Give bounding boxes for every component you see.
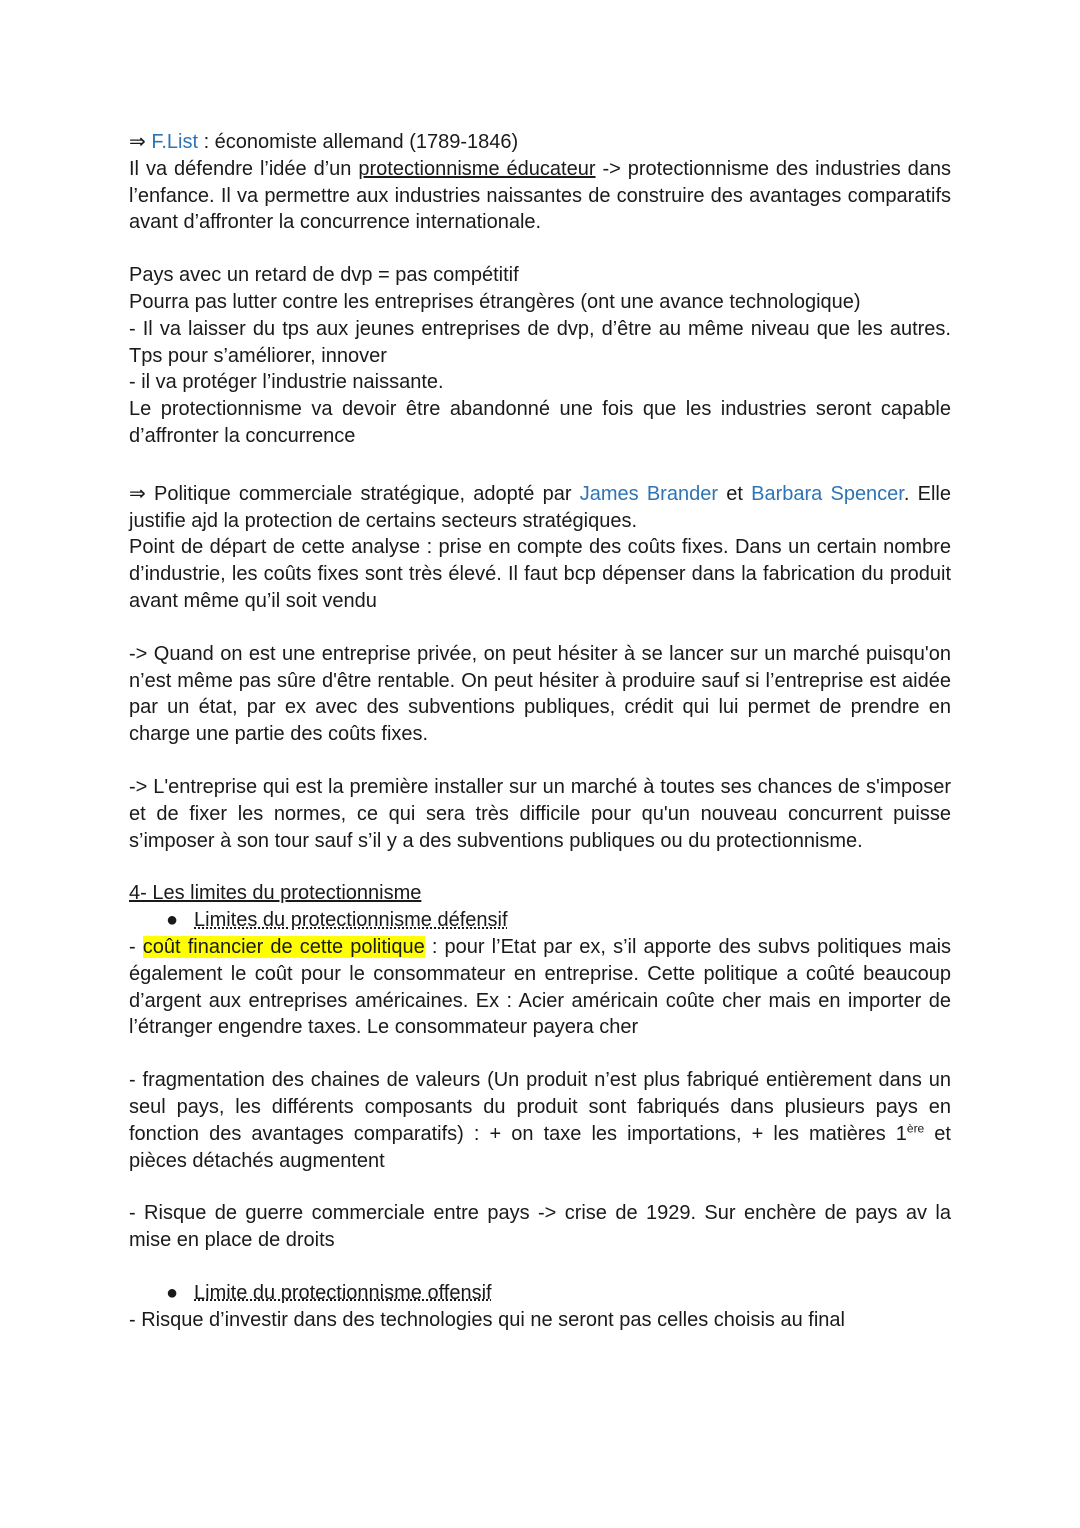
- highlighted-cout-financier: coût financier de cette politique: [142, 935, 425, 958]
- lutter-line: Pourra pas lutter contre les entreprises étrangères (ont une avance technologique): [129, 290, 861, 313]
- entreprise-privee-paragraph: -> Quand on est une entreprise privée, on peut hésiter à se lancer sur un marché puisqu'on n’est même pas sûre d'être rentable. On peut hésiter à produire sauf si l’entreprise est aidée par un état, par ex avec des subventions publiques, crédit qui lui permet de prendre en charge une partie des coûts fixes.: [129, 642, 951, 746]
- flist-title-rest: : économiste allemand (1789-1846): [198, 131, 519, 153]
- retard-line: Pays avec un retard de dvp = pas compétitif: [129, 264, 519, 287]
- proteger-line: - il va protéger l’industrie naissante.: [129, 371, 444, 394]
- section-heading-limites: 4- Les limites du protectionnisme: [129, 882, 422, 905]
- guerre-commerciale-paragraph: - Risque de guerre commerciale entre pays -> crise de 1929. Sur enchère de pays av la mise en place de droits: [129, 1202, 951, 1252]
- document-page: [129, 128, 951, 1333]
- bullet-icon: ●: [166, 909, 179, 932]
- bullet-icon: ●: [166, 1281, 179, 1304]
- fragmentation-paragraph: - fragmentation des chaines de valeurs (Un produit n’est plus fabriqué entièrement dans un seul pays, les différents composants du produit sont fabriqués dans plusieurs pays en fonction des avantages comparatifs) : + on taxe les importations, + les matières 1ère et pièces détachés augmentent: [129, 1069, 951, 1172]
- bullet-defensif: ● Limites du protectionnisme défensif: [129, 907, 951, 934]
- cout-financier-paragraph: - coût financier de cette politique : pour l’Etat par ex, s’il apporte des subvs politiques mais également le coût pour le consommateur en entreprise. Cette politique a coûté beaucoup d’argent aux entreprises américaines. Ex : Acier américain coûte cher mais en importer de l’étranger engendre taxes. Le consommateur payera cher: [129, 935, 952, 1039]
- abandon-line: Le protectionnisme va devoir être abandonné une fois que les industries seront capable d’affronter la concurrence: [129, 398, 951, 447]
- flist-paragraph: Il va défendre l’idée d’un protectionnisme éducateur -> protectionnisme des industries dans l’enfance. Il va permettre aux industries naissantes de construire des avantages comparatifs avant d’affronter la concurrence internationale.: [129, 157, 952, 234]
- couts-fixes-paragraph: Point de départ de cette analyse : prise en compte des coûts fixes. Dans un certain nombre d’industrie, les coûts fixes sont très élevé. Il faut bcp dépenser dans la fabrication du produit avant même qu’il soit vendu: [129, 536, 951, 612]
- bullet-offensif: ● Limite du protectionnisme offensif: [129, 1280, 951, 1307]
- flist-title: [129, 128, 951, 156]
- flist-name: F.List: [151, 131, 199, 153]
- protectionnisme-educateur: protectionnisme éducateur: [358, 157, 596, 180]
- double-arrow-icon: ⇒: [129, 480, 146, 505]
- double-arrow-icon: ⇒: [129, 129, 146, 153]
- james-brander: James Brander: [579, 482, 718, 505]
- barbara-spencer: Barbara Spencer: [751, 482, 904, 505]
- risque-investir-line: - Risque d’investir dans des technologies qui ne seront pas celles choisis au final: [129, 1308, 845, 1331]
- strategic-policy-paragraph: ⇒ Politique commerciale stratégique, adopté par James Brander et Barbara Spencer. Elle justifie ajd la protection de certains secteurs stratégiques.: [129, 480, 951, 532]
- premiere-entreprise-paragraph: -> L'entreprise qui est la première installer sur un marché à toutes ses chances de s'imposer et de fixer les normes, ce qui sera très difficile pour qu'un nouveau concurrent puisse s’imposer à son tour sauf s’il y a des subventions publiques ou du protectionnisme.: [129, 775, 951, 852]
- laisser-tps-line: - Il va laisser du tps aux jeunes entreprises de dvp, d’être au même niveau que les autres. Tps pour s’améliorer, innover: [129, 317, 951, 367]
